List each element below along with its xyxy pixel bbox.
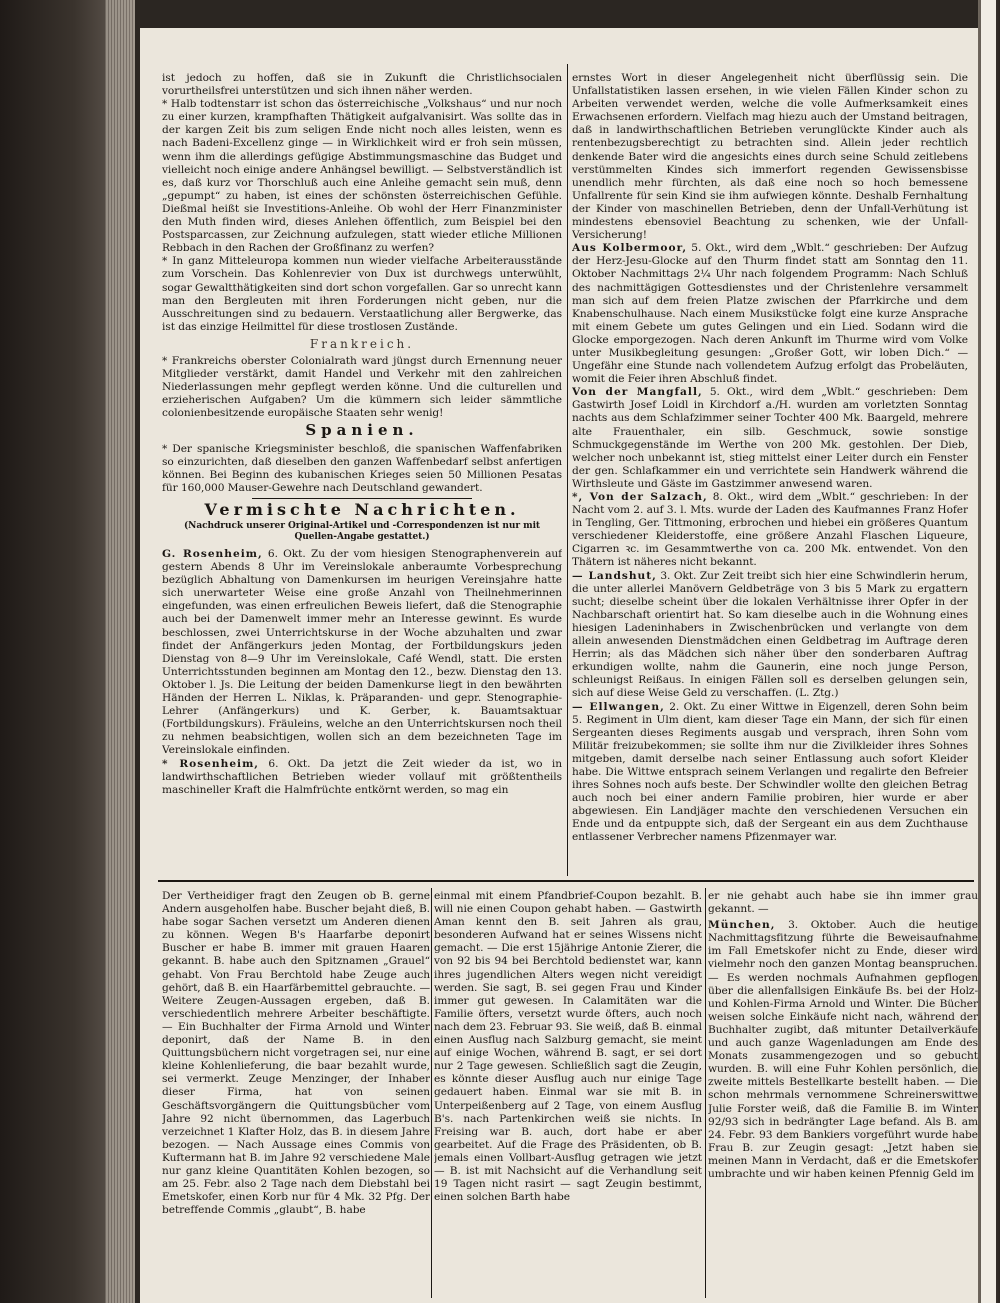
trial-report-column-1	[162, 890, 430, 1295]
news-item	[572, 570, 968, 701]
news-item	[162, 548, 562, 758]
section-heading-misc: Vermischte Nachrichten.	[204, 499, 520, 519]
news-item	[162, 758, 562, 797]
trial-report-column-3	[708, 890, 978, 1295]
article-column-right	[572, 72, 968, 908]
news-text: 2. Okt. Zu einer Wittwe in Eigenzell, deren Sohn beim 5. Regiment in Ulm dient, kam dieser Tage ein Mann, der sich für einen Sergeanten dieses Regiments ausgab und versprach, ihren Sohn vom Militär freizubekommen; sie sollte ihm nur die Zivilkleider ihres Sohnes mitgeben, damit derselbe nach seiner Entlassung auch sofort Kleider habe. Die Wittwe entsprach seinem Verlangen und regalirte den Befreier ihres Sohnes noch aufs beste. Der Schwindler wollte den gleichen Betrag auch noch bei einer andern Familie probiren, hier wurde er aber abgewiesen. Ein Landjäger machte den verschiedenen Versuchen ein Ende und da entpuppte sich, daß der Sergeant ein aus dem Zuchthause entlassener Verbrecher namens Pfizenmayer war.	[572, 700, 968, 844]
dateline: Aus Kolbermoor,	[572, 242, 688, 255]
paragraph: er nie gehabt auch habe sie ihn immer grau gekannt. —	[708, 890, 978, 916]
newspaper-page	[140, 28, 978, 1303]
news-text: 3. Okt. Zur Zeit treibt sich hier eine Schwindlerin herum, die unter allerlei Manövern Geldbeträge von 3 bis 5 Mark zu ergattern sucht; dieselbe scheint über die lokalen Verhältnisse ihrer Opfer in der Nachbarschaft orientirt hat. So kam dieselbe auch in die Wohnung eines hiesigen Ladeninhabers in Zwischenbrücken und verlangte von dem allein anwesenden Dienstmädchen einen Geldbetrag im Auftrage deren Herrin; als das Mädchen sich näher über den sonderbaren Auftrag erkundigen wollte, nahm die Gaunerin, eine noch junge Person, schleunigst Reißaus. In einigen Fällen soll es derselben gelungen sein, sich auf diese Weise Geld zu verschaffen. (L. Ztg.)	[572, 569, 968, 700]
next-page-edge	[978, 0, 1000, 1303]
dateline: München,	[708, 919, 776, 932]
book-binding	[0, 0, 135, 1303]
dateline: * Rosenheim,	[162, 757, 259, 770]
column-rule-bottom-2	[705, 888, 706, 1298]
column-rule-top	[567, 64, 568, 876]
news-item	[708, 919, 978, 1181]
dateline: *, Von der Salzach,	[572, 491, 708, 503]
section-heading-spain: Spanien.	[305, 421, 419, 440]
dateline: — Ellwangen,	[572, 700, 665, 713]
dateline: Von der Mangfall,	[572, 386, 703, 399]
trial-report-column-2	[434, 890, 702, 1295]
paragraph: * In ganz Mitteleuropa kommen nun wieder vielfache Arbeiterausstände zum Vorschein. Das Kohlenrevier von Dux ist durchwegs unterwühlt, sogar Gewaltthätigkeiten sind dort schon vorgefallen. Gar so unrecht kann man den Bergleuten mit ihren Forderungen nicht geben, nur die Ausschreitungen sind zu bedauern. Verstaatlichung aller Bergwerke, das ist das einzige Heilmittel für diese trostlosen Zustände.	[162, 255, 562, 333]
section-heading-france: Frankreich.	[309, 336, 415, 351]
paragraph: * Frankreichs oberster Colonialrath ward jüngst durch Ernennung neuer Mitglieder verstärkt, damit Handel und Verkehr mit den zahlreichen Niederlassungen mehr gepflegt werden könne. Und die culturellen und erzieherischen Aufgaben? Um die kümmern sich leider sämmtliche colonienbesitzende europäische Staaten sehr wenig!	[162, 354, 562, 420]
news-text: 5. Okt., wird dem „Wblt.“ geschrieben: Der Aufzug der Herz-Jesu-Glocke auf den Thurm findet statt am Sonntag den 11. Oktober Nachmittags 2¼ Uhr nach folgendem Programm: Nach Schluß des nachmittägigen Gottesdienstes und der Christenlehre versammelt man sich auf dem freien Platze zwischen der Pfarrkirche und dem Knabenschulhause. Nach einem Musikstücke folgt eine kurze Ansprache mit einem Gebete um gutes Gelingen und ein Lied. Sodann wird die Glocke emporgezogen. Nach deren Ankunft im Thurme wird vom Volke unter Musikbegleitung gesungen: „Großer Gott, wir loben Dich.“ — Ungefähr eine Stunde nach vollendetem Aufzug erfolgt das Probeläuten, womit die Feier ihren Abschluß findet.	[572, 242, 968, 386]
paragraph: Der Vertheidiger fragt den Zeugen ob B. gerne Andern ausgeholfen habe. Buscher bejaht dieß, B. habe sogar Sachen versetzt um Anderen dienen zu können. Wegen B's Haarfarbe deponirt Buscher er habe B. immer mit grauen Haaren gekannt. B. habe auch den Spitznamen „Grauel“ gehabt. Von Frau Berchtold habe Zeuge auch gehört, daß B. ein Haarfärbemittel gebrauchte. — Weitere Zeugen-Aussagen ergeben, daß B. verschiedentlich mehrere Arbeiter beschäftigte. — Ein Buchhalter der Firma Arnold und Winter deponirt, daß der Name B. in den Quittungsbüchern nicht vorgetragen sei, nur eine kleine Kohlenlieferung, die baar bezahlt wurde, sei vermerkt. Zeuge Menzinger, der Inhaber dieser Firma, hat von seinen Geschäftsvorgängern die Quittungsbücher vom Jahre 92 nicht übernommen, das Lagerbuch verzeichnet 1 Klafter Holz, das B. in diesem Jahre bezogen. — Nach Aussage eines Commis von Kuftermann hat B. im Jahre 92 verschiedene Male nur ganz kleine Quantitäten Kohlen bezogen, so am 25. Febr. also 2 Tage nach dem Diebstahl bei Emetskofer, einen Korb nur für 4 Mk. 32 Pfg. Der betreffende Commis „glaubt“, B. habe	[162, 890, 430, 1217]
news-item	[572, 242, 968, 386]
paragraph: einmal mit einem Pfandbrief-Coupon bezahlt. B. will nie einen Coupon gehabt haben. — Gastwirth Aman kennt den B. seit Jahren als grau, besonderen Aufwand hat er seines Wissens nicht gemacht. — Die erst 15jährige Antonie Zierer, die von 92 bis 94 bei Berchtold bedienstet war, kann ihres jugendlichen Alters wegen nicht vereidigt werden. Sie sagt, B. sei gegen Frau und Kinder immer gut gewesen. In Calamitäten war die Familie öfters, versetzt wurde öfters, auch noch nach dem 23. Februar 93. Sie weiß, daß B. einmal einen Ausflug nach Salzburg gemacht, sie meint auf einige Wochen, während B. sagt, er sei dort nur 2 Tage gewesen. Schließlich sagt die Zeugin, es könnte dieser Ausflug auch nur einige Tage gedauert haben. Einmal war sie mit B. in Unterpeißenberg auf 2 Tage, von einem Ausflug B's. nach Partenkirchen weiß sie nichts. In Freising war B. auch, dort habe er aber gearbeitet. Auf die Frage des Präsidenten, ob B. jemals einen Vollbart-Ausflug getragen wie jetzt — B. ist mit Nachsicht auf die Verhandlung seit 19 Tagen nicht rasirt — sagt Zeugin bestimmt, einen solchen Barth habe	[434, 890, 702, 1204]
dateline: — Landshut,	[572, 569, 657, 582]
article-column-left	[162, 72, 562, 882]
news-text: 3. Oktober. Auch die heutige Nachmittagsfitzung führte die Beweisaufnahme im Fall Emetskofer nicht zu Ende, dieser wird vielmehr noch den ganzen Montag beanspruchen. — Es werden nochmals Aufnahmen gepflogen über die allenfallsigen Einkäufe Bs. bei der Holz- und Kohlen-Firma Arnold und Winter. Die Bücher weisen solche Einkäufe nicht nach, während der Buchhalter zugibt, daß mitunter Detailverkäufe und auch ganze Wagenladungen am Ende des Monats zusammengezogen und so gebucht wurden. B. will eine Fuhr Kohlen persönlich, die zweite mittels Bestellkarte bestellt haben. — Die schon mehrmals vernommene Schreinerswittwe Julie Forster weiß, daß die Familie B. im Winter 92/93 sich in bedrängter Lage befand. Als B. am 24. Febr. 93 dem Bankiers vorgeführt wurde habe Frau B. zur Zeugin gesagt: „Jetzt haben sie meinen Mann in Verdacht, daß er die Emetskofer umbrachte und wir haben keinen Pfennig Geld im	[708, 919, 978, 1180]
paragraph: ernstes Wort in dieser Angelegenheit nicht überflüssig sein. Die Unfallstatistiken lassen ersehen, in wie vielen Fällen Kinder schon zu Arbeiten verwendet werden, welche die volle Aufmerksamkeit eines Erwachsenen erfordern. Vielfach mag hiezu auch der Umstand beitragen, daß in landwirthschaftlichen Betrieben verunglückte Kinder auch als rentenbezugsberechtigt zu betrachten sind. Allein jeder rechtlich denkende Bater wird die angesichts eines durch seine Schuld zeitlebens verstümmelten Kindes sich immerfort regenden Gewissensbisse unendlich mehr fürchten, als daß eine noch so hoch bemessene Unfallrente für sein Kind sie ihm aufwiegen könnte. Deshalb Fernhaltung der Kinder von maschinellen Betrieben, denn der Unfall-Verhütung ist mindestens ebensoviel Beachtung zu schenken, wie der Unfall-Versicherung!	[572, 72, 968, 242]
column-rule-bottom-1	[431, 888, 432, 1298]
divider	[252, 498, 472, 499]
news-item	[572, 386, 968, 491]
reprint-notice: (Nachdruck unserer Original-Artikel und -Correspondenzen ist nur mit Quellen-Angabe gestattet.)	[183, 521, 541, 542]
news-item	[572, 701, 968, 845]
paragraph: ist jedoch zu hoffen, daß sie in Zukunft die Christlichsocialen vorurtheilsfrei unterstützen und sich ihnen näher werden.	[162, 72, 562, 98]
dateline: G. Rosenheim,	[162, 548, 263, 560]
news-text: 6. Okt. Da jetzt die Zeit wieder da ist, wo in landwirthschaftlichen Betrieben wieder vollauf mit größtentheils maschineller Kraft die Halmfrüchte entkörnt werden, so mag ein	[162, 757, 562, 796]
news-item	[572, 491, 968, 570]
news-text: 5. Okt., wird dem „Wblt.“ geschrieben: Dem Gastwirth Josef Loidl in Kirchdorf a./H. wurden am vorletzten Sonntag nachts aus dem Schlafzimmer seiner Tochter 400 Mk. Baargeld, mehrere alte Frauenthaler, ein silb. Geschmuck, sowie sonstige Schmuckgegenstände im Werthe von 200 Mk. gestohlen. Der Dieb, welcher noch unbekannt ist, stieg mittelst einer Leiter durch ein Fenster der gen. Schlafkammer ein und verrichtete sein Handwerk während die Wirthsleute und Gäste im Gastzimmer anwesend waren.	[572, 386, 968, 490]
news-text: 8. Okt., wird dem „Wblt.“ geschrieben: In der Nacht vom 2. auf 3. l. Mts. wurde der Laden des Kaufmannes Franz Hofer in Tengling, Ger. Tittmoning, erbrochen und hiebei ein größeres Quantum verschiedener Kleiderstoffe, eine größere Anzahl Flaschen Liqueure, Cigarren ꝛc. im Gesammtwerthe von ca. 200 Mk. entwendet. Von den Thätern ist näheres nicht bekannt.	[572, 491, 968, 569]
paragraph: * Der spanische Kriegsminister beschloß, die spanischen Waffenfabriken so einzurichten, daß dieselben den ganzen Waffenbedarf selbst anfertigen können. Bei Beginn des kubanischen Krieges seien 50 Millionen Pesatas für 160,000 Mauser-Gewehre nach Deutschland gewandert.	[162, 442, 562, 494]
news-text: 6. Okt. Zu der vom hiesigen Stenographenverein auf gestern Abends 8 Uhr im Vereinslokale anberaumte Vorbesprechung bezüglich Abhaltung von Damenkursen im heurigen Vereinsjahre hatte sich unerwarteter Weise eine große Anzahl von Theilnehmerinnen eingefunden, was einen erfreulichen Beweis liefert, daß die Stenographie auch bei der Damenwelt immer mehr an Interesse gewinnt. Es wurde beschlossen, zwei Unterrichtskurse in der Woche abzuhalten und zwar findet der Anfängerkurs jeden Montag, der Fortbildungskurs jeden Dienstag von 8—9 Uhr im Vereinslokale, Café Wendl, statt. Die ersten Unterrichtsstunden beginnen am Montag den 12., bezw. Dienstag den 13. Oktober l. Js. Die Leitung der beiden Damenkurse liegt in den bewährten Händen der Herren L. Niklas, k. Präparanden- und gepr. Stenographie-Lehrer (Anfängerkurs) und K. Gerber, k. Bauamtsaktuar (Fortbildungskurs). Fräuleins, welche an den Unterrichtskursen noch theil zu nehmen beabsichtigen, wollen sich an dem bezeichneten Tage im Vereinslokale einfinden.	[162, 548, 562, 757]
paragraph: * Halb todtenstarr ist schon das österreichische „Volkshaus“ und nur noch zu einer kurzen, krampfhaften Thätigkeit aufgalvanisirt. Was sollte das in der kargen Zeit bis zum seligen Ende nicht noch alles leisten, wenn es nach Badeni-Excellenz ginge — in Wirklichkeit wird er froh sein müssen, wenn ihm die allerdings gefügige Abstimmungsmaschine das Budget und vielleicht noch einige andere Anhängsel bewilligt. — Selbstverständlich ist es, daß kurz vor Thorschluß auch eine Anleihe gemacht sein muß, denn „gepumpt“ zu haben, ist eines der schönsten österreichischen Gefühle. Dießmal heißt sie Investitions-Anleihe. Ob wohl der Herr Finanzminister den Muth finden wird, dieses Anlehen öffentlich, zum Beispiel bei den Postsparcassen, zur Zeichnung aufzulegen, statt wieder etliche Millionen Rebbach in den Rachen der Großfinanz zu werfen?	[162, 98, 562, 255]
